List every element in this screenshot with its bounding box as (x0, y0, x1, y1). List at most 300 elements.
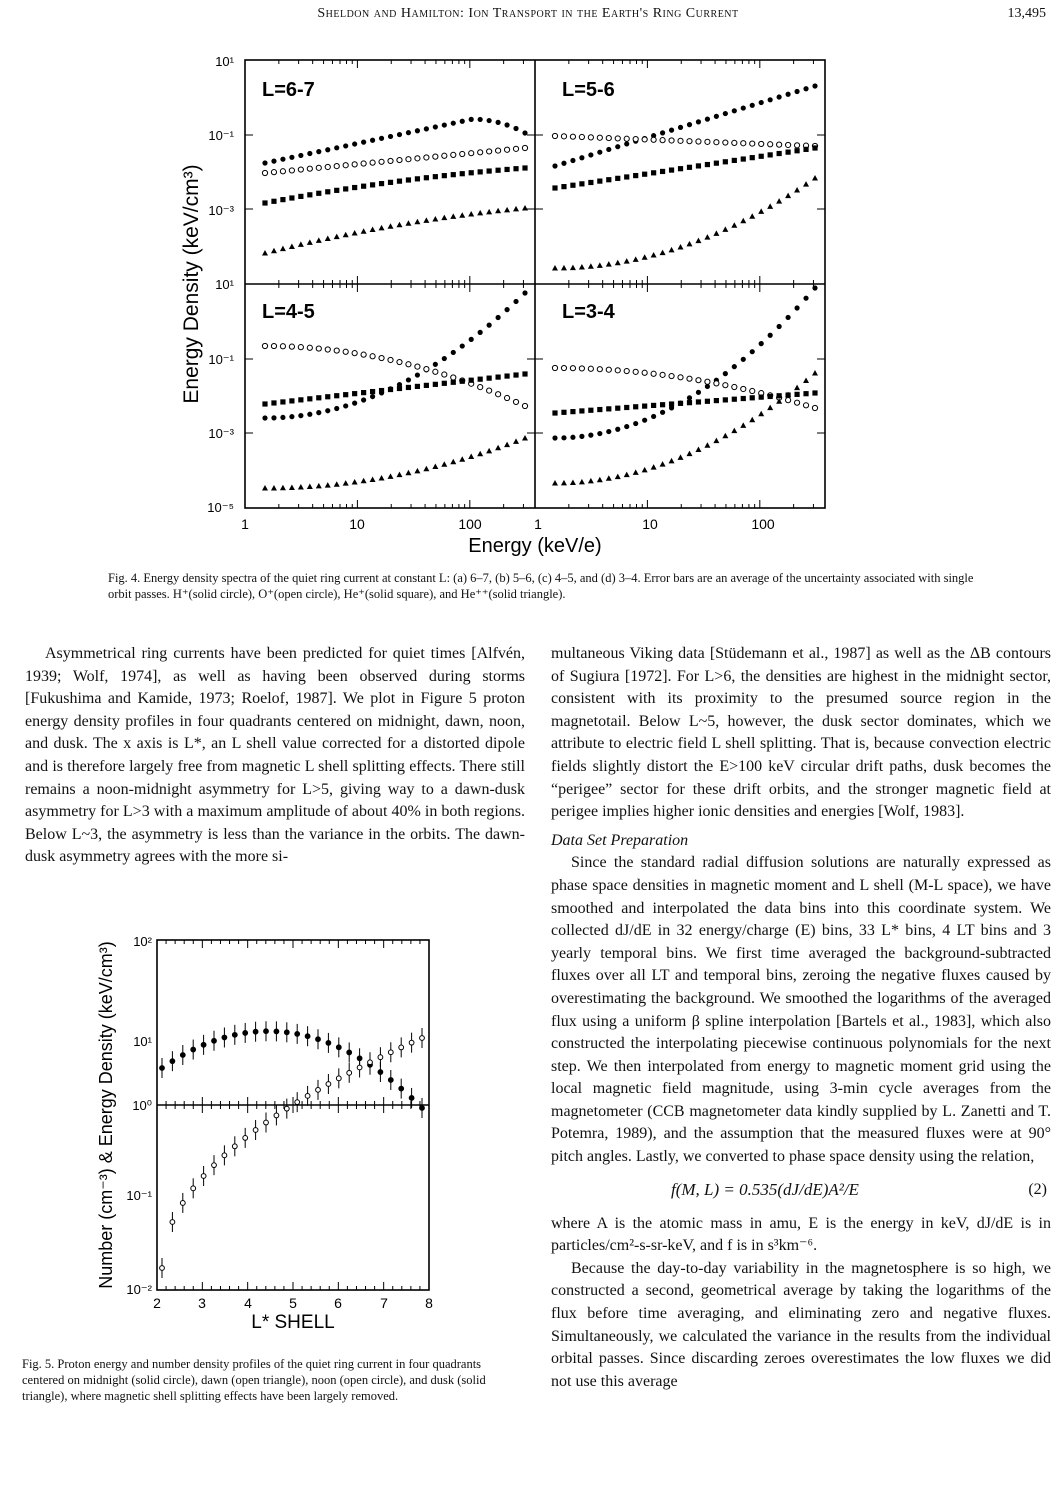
he-plus-plus-marker (504, 207, 510, 213)
he-plus-marker (424, 383, 429, 388)
he-plus-plus-marker (370, 227, 376, 233)
he-plus-plus-marker (731, 428, 737, 434)
he-plus-marker (280, 399, 285, 404)
he-plus-marker (561, 184, 566, 189)
h-plus-marker (406, 377, 411, 382)
f4-ytick: 10⁻¹ (208, 128, 234, 143)
o-plus-marker (504, 147, 509, 152)
he-plus-marker (812, 145, 817, 150)
figure-5 (82, 928, 442, 1348)
o-plus-marker (513, 399, 518, 404)
he-plus-plus-marker (552, 265, 558, 271)
h-plus-marker (732, 364, 737, 369)
he-plus-plus-marker (651, 464, 657, 470)
he-plus-marker (298, 397, 303, 402)
he-plus-plus-marker (271, 248, 277, 254)
o-plus-marker (397, 157, 402, 162)
h-plus-marker (696, 390, 701, 395)
he-plus-marker (642, 404, 647, 409)
he-plus-plus-marker (343, 232, 349, 238)
o-plus-marker (289, 168, 294, 173)
o-plus-marker (460, 151, 465, 156)
o-plus-marker (714, 140, 719, 145)
data-marker (264, 1029, 269, 1034)
he-plus-marker (570, 409, 575, 414)
o-plus-marker (696, 139, 701, 144)
he-plus-marker (606, 177, 611, 182)
he-plus-marker (262, 401, 267, 406)
h-plus-marker (588, 152, 593, 157)
he-plus-marker (352, 391, 357, 396)
o-plus-marker (651, 137, 656, 142)
h-plus-marker (786, 315, 791, 320)
he-plus-plus-marker (459, 212, 465, 218)
he-plus-plus-marker (423, 466, 429, 472)
o-plus-marker (469, 151, 474, 156)
h-plus-marker (504, 307, 509, 312)
h-plus-marker (552, 163, 557, 168)
data-marker (388, 1078, 393, 1083)
h-plus-marker (786, 92, 791, 97)
he-plus-plus-marker (785, 193, 791, 199)
he-plus-marker (496, 168, 501, 173)
he-plus-plus-marker (794, 187, 800, 193)
panel-label-b: L=5-6 (562, 79, 615, 101)
data-marker (232, 1144, 237, 1149)
h-plus-marker (606, 147, 611, 152)
o-plus-marker (803, 403, 808, 408)
o-plus-marker (388, 357, 393, 362)
o-plus-marker (606, 135, 611, 140)
f4-xtick: 10 (349, 516, 365, 532)
he-plus-marker (768, 394, 773, 399)
data-marker (180, 1201, 185, 1206)
o-plus-marker (552, 365, 557, 370)
he-plus-plus-marker (606, 261, 612, 267)
he-plus-marker (388, 180, 393, 185)
he-plus-marker (504, 373, 509, 378)
h-plus-marker (460, 343, 465, 348)
h-plus-marker (588, 433, 593, 438)
o-plus-marker (588, 135, 593, 140)
he-plus-plus-marker (486, 209, 492, 215)
o-plus-marker (732, 140, 737, 145)
he-plus-plus-marker (624, 472, 630, 478)
o-plus-marker (642, 370, 647, 375)
he-plus-plus-marker (379, 225, 385, 231)
o-plus-marker (741, 386, 746, 391)
data-marker (170, 1059, 175, 1064)
h-plus-marker (379, 136, 384, 141)
he-plus-marker (705, 399, 710, 404)
he-plus-plus-marker (298, 241, 304, 247)
f5-xtick: 2 (153, 1295, 161, 1311)
right-column (551, 643, 1051, 1393)
o-plus-marker (669, 373, 674, 378)
he-plus-marker (768, 152, 773, 157)
he-plus-marker (316, 395, 321, 400)
h-plus-marker (606, 429, 611, 434)
o-plus-marker (741, 141, 746, 146)
he-plus-plus-marker (767, 405, 773, 411)
h-plus-marker (397, 132, 402, 137)
o-plus-marker (597, 135, 602, 140)
he-plus-plus-marker (334, 234, 340, 240)
he-plus-plus-marker (388, 473, 394, 479)
o-plus-marker (289, 344, 294, 349)
o-plus-marker (660, 138, 665, 143)
h-plus-marker (561, 161, 566, 166)
he-plus-marker (406, 177, 411, 182)
he-plus-plus-marker (262, 485, 268, 491)
he-plus-plus-marker (477, 451, 483, 457)
data-marker (284, 1106, 289, 1111)
he-plus-plus-marker (334, 481, 340, 487)
he-plus-marker (777, 393, 782, 398)
data-marker (357, 1065, 362, 1070)
o-plus-marker (406, 362, 411, 367)
equation-number: (2) (1028, 1180, 1047, 1198)
data-marker (170, 1220, 175, 1225)
o-plus-marker (496, 148, 501, 153)
h-plus-marker (325, 408, 330, 413)
f4-ytick: 10¹ (215, 54, 234, 69)
h-plus-marker (370, 138, 375, 143)
he-plus-plus-marker (704, 442, 710, 448)
he-plus-plus-marker (405, 470, 411, 476)
o-plus-marker (705, 379, 710, 384)
data-marker (295, 1031, 300, 1036)
o-plus-marker (513, 146, 518, 151)
h-plus-marker (777, 94, 782, 99)
he-plus-plus-marker (432, 464, 438, 470)
running-header (0, 6, 1056, 28)
o-plus-marker (397, 359, 402, 364)
he-plus-marker (370, 389, 375, 394)
he-plus-marker (777, 151, 782, 156)
figure-5-frame (157, 940, 429, 1290)
he-plus-marker (678, 166, 683, 171)
h-plus-marker (280, 157, 285, 162)
he-plus-plus-marker (280, 485, 286, 491)
h-plus-marker (469, 117, 474, 122)
data-marker (336, 1076, 341, 1081)
o-plus-marker (433, 154, 438, 159)
data-marker (264, 1120, 269, 1125)
h-plus-marker (615, 144, 620, 149)
o-plus-marker (334, 164, 339, 169)
h-plus-marker (298, 413, 303, 418)
figure-5-x-label: L* SHELL (251, 1312, 335, 1333)
h-plus-marker (513, 126, 518, 131)
he-plus-marker (803, 147, 808, 152)
o-plus-marker (660, 372, 665, 377)
h-plus-marker (768, 333, 773, 338)
data-marker (180, 1053, 185, 1058)
he-plus-marker (714, 161, 719, 166)
running-title: Sheldon and Hamilton: Ion Transport in the Earth's Ring Current (317, 6, 739, 21)
he-plus-marker (415, 176, 420, 181)
he-plus-marker (289, 195, 294, 200)
h-plus-marker (714, 114, 719, 119)
data-marker (160, 1266, 165, 1271)
he-plus-marker (469, 378, 474, 383)
o-plus-marker (343, 163, 348, 168)
he-plus-marker (415, 384, 420, 389)
data-marker (212, 1163, 217, 1168)
he-plus-marker (406, 385, 411, 390)
o-plus-marker (451, 375, 456, 380)
h-plus-marker (433, 124, 438, 129)
h-plus-marker (415, 128, 420, 133)
he-plus-plus-marker (522, 205, 528, 211)
h-plus-marker (597, 431, 602, 436)
left-paragraph: Asymmetrical ring currents have been predicted for quiet times [Alfvén, 1939; Wolf, 1974], as well as having been observed during storms [Fukushima and Kamide, 1973; Roelof, 1987]. We plot in Figure 5 proton energy density profiles in four quadrants centered on midnight, dawn, noon, and dusk. The x axis is L*, an L shell value corrected for a distorted dipole and is therefore largely free from magnetic L shell splitting effects. There still remains a noon-midnight asymmetry for L>5, giving way to a dawn-dusk asymmetry for L>3 with a maximum amplitude of about 40% in both regions. Below L~3, the asymmetry is less than the variance in the orbits. The dawn-dusk asymmetry agrees with the more si- (25, 645, 525, 866)
h-plus-marker (406, 130, 411, 135)
he-plus-marker (803, 391, 808, 396)
h-plus-marker (271, 159, 276, 164)
right-paragraph-3: where A is the atomic mass in amu, E is the energy in keV, dJ/dE is in particles/cm²-s-sr-keV, and f is in s³km⁻⁶. (551, 1214, 1051, 1255)
o-plus-marker (478, 150, 483, 155)
he-plus-plus-marker (695, 238, 701, 244)
he-plus-marker (442, 173, 447, 178)
f4-xtick: 100 (751, 516, 775, 532)
he-plus-marker (298, 194, 303, 199)
he-plus-plus-marker (522, 435, 528, 441)
he-plus-plus-marker (651, 252, 657, 258)
panel-label-a: L=6-7 (262, 79, 315, 101)
he-plus-plus-marker (361, 228, 367, 234)
he-plus-marker (379, 181, 384, 186)
data-marker (160, 1066, 165, 1071)
he-plus-plus-marker (280, 246, 286, 252)
panel-label-c: L=4-5 (262, 301, 315, 323)
o-plus-marker (633, 369, 638, 374)
he-plus-plus-marker (316, 237, 322, 243)
o-plus-marker (262, 170, 267, 175)
he-plus-marker (624, 174, 629, 179)
f4-ytick: 10⁻¹ (208, 352, 234, 367)
he-plus-plus-marker (289, 243, 295, 249)
he-plus-marker (352, 185, 357, 190)
he-plus-plus-marker (352, 479, 358, 485)
o-plus-marker (343, 349, 348, 354)
he-plus-marker (522, 165, 527, 170)
data-marker (305, 1093, 310, 1098)
data-marker (274, 1113, 279, 1118)
he-plus-plus-marker (477, 210, 483, 216)
he-plus-marker (669, 401, 674, 406)
f5-xtick: 4 (244, 1295, 252, 1311)
h-plus-marker (705, 117, 710, 122)
he-plus-plus-marker (704, 234, 710, 240)
he-plus-plus-marker (713, 230, 719, 236)
he-plus-plus-marker (794, 385, 800, 391)
f5-ytick: 10¹ (133, 1034, 152, 1049)
he-plus-plus-marker (803, 377, 809, 383)
he-plus-plus-marker (588, 478, 594, 484)
h-plus-marker (633, 421, 638, 426)
he-plus-plus-marker (695, 447, 701, 453)
h-plus-marker (660, 130, 665, 135)
h-plus-marker (343, 403, 348, 408)
he-plus-plus-marker (468, 454, 474, 460)
h-plus-marker (615, 427, 620, 432)
data-marker (347, 1050, 352, 1055)
f4-ytick: 10⁻³ (208, 426, 234, 441)
o-plus-marker (678, 375, 683, 380)
h-plus-marker (570, 158, 575, 163)
o-plus-marker (424, 155, 429, 160)
o-plus-marker (370, 160, 375, 165)
o-plus-marker (442, 153, 447, 158)
he-plus-marker (307, 396, 312, 401)
he-plus-plus-marker (450, 459, 456, 465)
o-plus-marker (561, 365, 566, 370)
o-plus-marker (415, 364, 420, 369)
data-marker (201, 1174, 206, 1179)
he-plus-plus-marker (513, 206, 519, 212)
o-plus-marker (777, 142, 782, 147)
he-plus-marker (513, 372, 518, 377)
he-plus-marker (597, 179, 602, 184)
he-plus-plus-marker (262, 250, 268, 256)
o-plus-marker (271, 170, 276, 175)
he-plus-plus-marker (740, 218, 746, 224)
he-plus-plus-marker (615, 260, 621, 266)
he-plus-marker (433, 174, 438, 179)
figure-4-y-label: Energy Density (keV/cm³) (180, 164, 203, 404)
he-plus-plus-marker (660, 250, 666, 256)
o-plus-marker (361, 352, 366, 357)
figure-5-y-label: Number (cm⁻³) & Energy Density (keV/cm³) (96, 941, 116, 1289)
o-plus-marker (642, 137, 647, 142)
he-plus-marker (397, 386, 402, 391)
o-plus-marker (379, 159, 384, 164)
data-marker (274, 1029, 279, 1034)
h-plus-marker (334, 406, 339, 411)
h-plus-marker (307, 151, 312, 156)
he-plus-marker (370, 182, 375, 187)
he-plus-plus-marker (722, 433, 728, 439)
f5-xtick: 5 (289, 1295, 297, 1311)
h-plus-marker (487, 118, 492, 123)
h-plus-marker (298, 153, 303, 158)
page-number: 13,495 (1007, 6, 1046, 21)
he-plus-marker (522, 371, 527, 376)
he-plus-marker (451, 172, 456, 177)
o-plus-marker (316, 346, 321, 351)
o-plus-marker (624, 136, 629, 141)
data-marker (399, 1086, 404, 1091)
h-plus-marker (316, 149, 321, 154)
h-plus-marker (343, 143, 348, 148)
he-plus-plus-marker (615, 474, 621, 480)
o-plus-marker (633, 137, 638, 142)
he-plus-marker (633, 404, 638, 409)
o-plus-marker (406, 157, 411, 162)
f5-xtick: 8 (425, 1295, 433, 1311)
h-plus-marker (388, 134, 393, 139)
he-plus-plus-marker (678, 244, 684, 250)
o-plus-marker (750, 388, 755, 393)
o-plus-marker (723, 383, 728, 388)
h-plus-marker (442, 122, 447, 127)
o-plus-marker (487, 149, 492, 154)
he-plus-marker (759, 154, 764, 159)
he-plus-marker (750, 155, 755, 160)
he-plus-marker (334, 393, 339, 398)
he-plus-marker (794, 148, 799, 153)
he-plus-plus-marker (441, 461, 447, 467)
he-plus-plus-marker (396, 472, 402, 478)
h-plus-marker (750, 103, 755, 108)
h-plus-marker (579, 434, 584, 439)
h-plus-marker (361, 140, 366, 145)
he-plus-plus-marker (561, 265, 567, 271)
he-plus-marker (289, 398, 294, 403)
data-marker (212, 1038, 217, 1043)
he-plus-marker (678, 401, 683, 406)
he-plus-plus-marker (325, 482, 331, 488)
he-plus-marker (606, 406, 611, 411)
he-plus-marker (786, 150, 791, 155)
he-plus-marker (669, 167, 674, 172)
he-plus-plus-marker (678, 454, 684, 460)
f4-xtick: 10 (642, 516, 658, 532)
he-plus-marker (651, 403, 656, 408)
he-plus-marker (388, 387, 393, 392)
o-plus-marker (687, 376, 692, 381)
o-plus-marker (280, 169, 285, 174)
h-plus-marker (794, 305, 799, 310)
he-plus-plus-marker (713, 438, 719, 444)
he-plus-plus-marker (495, 208, 501, 214)
he-plus-marker (696, 163, 701, 168)
o-plus-marker (522, 403, 527, 408)
data-marker (295, 1100, 300, 1105)
h-plus-marker (496, 315, 501, 320)
f4-xtick: 1 (241, 516, 249, 532)
he-plus-plus-marker (686, 241, 692, 247)
f5-ytick: 10⁻¹ (126, 1188, 152, 1203)
h-plus-marker (262, 415, 267, 420)
o-plus-marker (651, 371, 656, 376)
h-plus-marker (624, 424, 629, 429)
he-plus-marker (642, 172, 647, 177)
data-marker (316, 1037, 321, 1042)
he-plus-marker (442, 381, 447, 386)
he-plus-plus-marker (486, 448, 492, 454)
h-plus-marker (651, 414, 656, 419)
o-plus-marker (570, 366, 575, 371)
he-plus-marker (361, 390, 366, 395)
o-plus-marker (669, 138, 674, 143)
h-plus-marker (642, 418, 647, 423)
o-plus-marker (561, 134, 566, 139)
he-plus-marker (280, 197, 285, 202)
he-plus-plus-marker (749, 213, 755, 219)
h-plus-marker (522, 130, 527, 135)
h-plus-marker (487, 323, 492, 328)
h-plus-marker (478, 330, 483, 335)
he-plus-marker (750, 395, 755, 400)
he-plus-plus-marker (289, 484, 295, 490)
h-plus-marker (741, 357, 746, 362)
o-plus-marker (442, 372, 447, 377)
o-plus-marker (570, 134, 575, 139)
he-plus-marker (794, 392, 799, 397)
